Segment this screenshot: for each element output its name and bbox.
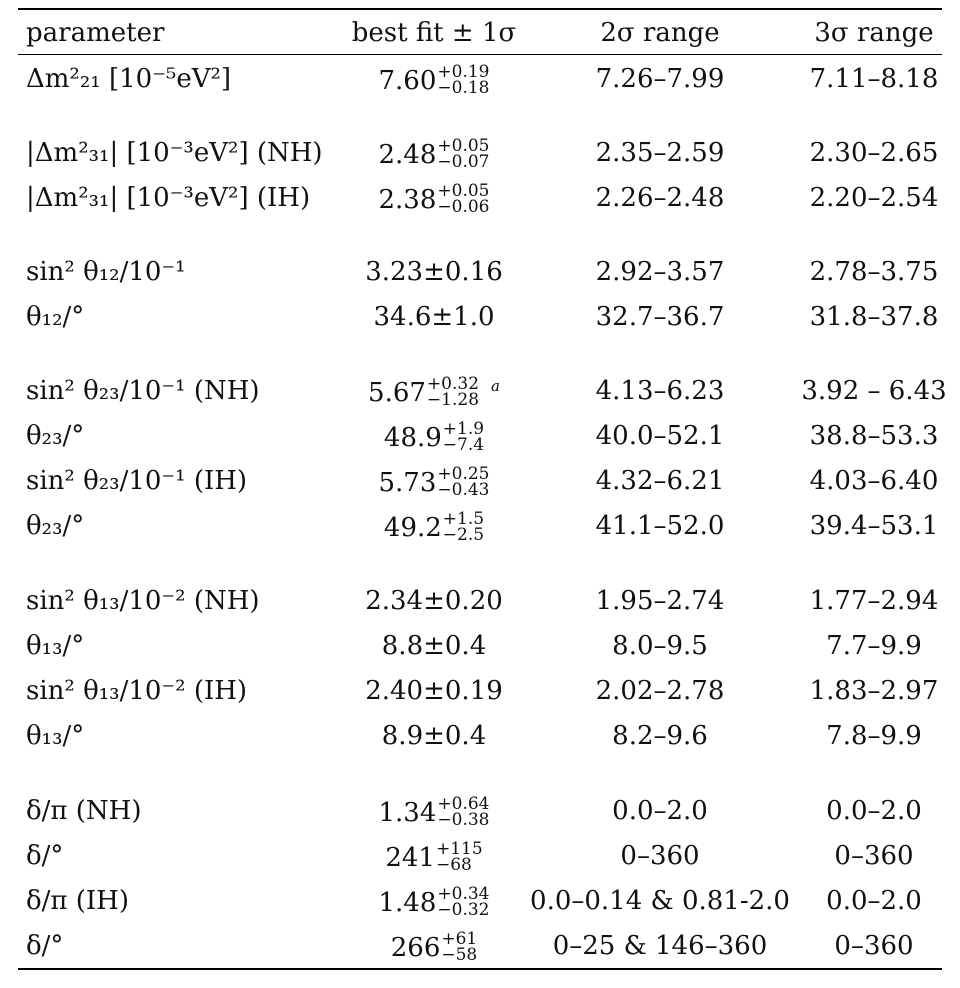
row-best-fit (378, 464, 490, 500)
row-3sigma-range: 2.78–3.75 (809, 257, 939, 287)
footnote-marker: a (491, 377, 500, 396)
row-3sigma-range: 0.0–2.0 (826, 886, 922, 916)
row-best-fit: 8.9±0.4 (381, 721, 487, 751)
error-minus: −68 (435, 855, 472, 875)
row-3sigma-range: 7.11–8.18 (809, 64, 939, 94)
row-2sigma-range: 8.2–9.6 (612, 721, 708, 751)
row-parameter: Δm²₂₁ [10⁻⁵eV²] (26, 64, 232, 94)
row-parameter: θ₁₂/° (26, 302, 85, 332)
row-parameter: δ/π (NH) (26, 796, 142, 826)
header-parameter: parameter (26, 18, 165, 48)
row-parameter: sin² θ₁₃/10⁻² (NH) (26, 586, 260, 616)
error-minus: −1.28 (426, 390, 480, 410)
row-2sigma-range: 2.35–2.59 (595, 138, 725, 168)
row-best-fit: 8.8±0.4 (381, 631, 487, 661)
row-3sigma-range: 0–360 (834, 841, 914, 871)
error-minus: −7.4 (442, 435, 485, 455)
best-fit-central: 2.48 (378, 140, 437, 170)
asymmetric-error (441, 931, 477, 963)
row-parameter: θ₁₃/° (26, 721, 85, 751)
row-parameter: |Δm²₃₁| [10⁻³eV²] (NH) (26, 138, 323, 168)
error-plus: +0.05 (437, 136, 490, 156)
table-top-rule (18, 8, 942, 10)
row-3sigma-range: 1.77–2.94 (809, 586, 939, 616)
best-fit-central: 1.34 (378, 798, 437, 828)
best-fit-central: 1.48 (378, 888, 437, 918)
row-3sigma-range: 0.0–2.0 (826, 796, 922, 826)
row-parameter: |Δm²₃₁| [10⁻³eV²] (IH) (26, 183, 311, 213)
row-2sigma-range: 4.32–6.21 (595, 466, 725, 496)
header-3sigma: 3σ range (814, 18, 934, 48)
header-best-fit: best fit ± 1σ (351, 18, 517, 48)
table-header-rule (18, 54, 942, 55)
row-2sigma-range: 4.13–6.23 (595, 376, 725, 406)
error-plus: +1.9 (442, 419, 485, 439)
row-3sigma-range: 0–360 (834, 931, 914, 961)
row-3sigma-range: 38.8–53.3 (809, 421, 939, 451)
row-2sigma-range: 0–360 (620, 841, 700, 871)
row-3sigma-range: 39.4–53.1 (809, 511, 939, 541)
asymmetric-error (437, 138, 489, 170)
error-plus: +0.05 (437, 181, 490, 201)
row-3sigma-range: 31.8–37.8 (809, 302, 939, 332)
error-plus: +61 (441, 929, 478, 949)
error-minus: −0.18 (437, 78, 490, 98)
row-3sigma-range: 2.30–2.65 (809, 138, 939, 168)
row-parameter: sin² θ₂₃/10⁻¹ (NH) (26, 376, 260, 406)
row-2sigma-range: 2.02–2.78 (595, 676, 725, 706)
error-plus: +1.5 (442, 509, 485, 529)
row-parameter: θ₂₃/° (26, 511, 85, 541)
error-minus: −0.32 (437, 900, 490, 920)
row-best-fit: 3.23±0.16 (365, 257, 503, 287)
error-minus: −58 (441, 945, 478, 965)
error-plus: +0.19 (437, 62, 490, 82)
row-3sigma-range: 7.7–9.9 (826, 631, 922, 661)
error-plus: +115 (435, 839, 483, 859)
asymmetric-error (437, 64, 489, 96)
asymmetric-error (436, 841, 483, 873)
error-minus: −0.06 (437, 197, 490, 217)
row-best-fit (378, 181, 490, 217)
row-best-fit: 34.6±1.0 (373, 302, 495, 332)
row-best-fit (378, 136, 490, 172)
row-2sigma-range: 1.95–2.74 (595, 586, 725, 616)
error-plus: +0.25 (437, 464, 490, 484)
best-fit-central: 5.73 (378, 468, 437, 498)
asymmetric-error (443, 511, 484, 543)
row-parameter: δ/° (26, 931, 64, 961)
error-plus: +0.34 (437, 884, 490, 904)
asymmetric-error (437, 796, 489, 828)
row-2sigma-range: 0.0–2.0 (612, 796, 708, 826)
row-parameter: sin² θ₂₃/10⁻¹ (IH) (26, 466, 248, 496)
row-parameter: θ₂₃/° (26, 421, 85, 451)
best-fit-central: 5.67 (368, 378, 426, 408)
row-3sigma-range: 2.20–2.54 (809, 183, 939, 213)
asymmetric-error (427, 376, 479, 408)
table-bottom-rule (18, 968, 942, 970)
row-2sigma-range: 2.92–3.57 (595, 257, 725, 287)
row-3sigma-range: 7.8–9.9 (826, 721, 922, 751)
row-parameter: sin² θ₁₃/10⁻² (IH) (26, 676, 248, 706)
row-2sigma-range: 2.26–2.48 (595, 183, 725, 213)
row-2sigma-range: 8.0–9.5 (612, 631, 708, 661)
row-best-fit (378, 794, 490, 830)
row-parameter: θ₁₃/° (26, 631, 85, 661)
row-best-fit: 2.40±0.19 (365, 676, 503, 706)
row-best-fit (368, 374, 500, 410)
row-2sigma-range: 7.26–7.99 (595, 64, 725, 94)
error-minus: −0.43 (437, 480, 490, 500)
row-2sigma-range: 0–25 & 146–360 (552, 931, 768, 961)
row-parameter: δ/° (26, 841, 64, 871)
row-best-fit: 2.34±0.20 (365, 586, 503, 616)
best-fit-central: 241 (385, 843, 435, 873)
asymmetric-error (437, 886, 489, 918)
best-fit-central: 266 (390, 933, 441, 963)
row-2sigma-range: 40.0–52.1 (595, 421, 725, 451)
row-parameter: sin² θ₁₂/10⁻¹ (26, 257, 186, 287)
row-parameter: δ/π (IH) (26, 886, 129, 916)
row-2sigma-range: 0.0–0.14 & 0.81-2.0 (530, 886, 790, 916)
asymmetric-error (437, 183, 489, 215)
row-3sigma-range: 1.83–2.97 (809, 676, 939, 706)
error-minus: −0.38 (437, 810, 490, 830)
header-2sigma: 2σ range (600, 18, 720, 48)
row-best-fit (385, 839, 483, 875)
row-2sigma-range: 32.7–36.7 (595, 302, 725, 332)
asymmetric-error (443, 421, 484, 453)
row-3sigma-range: 3.92 – 6.43 (801, 376, 947, 406)
row-best-fit (390, 929, 478, 965)
error-plus: +0.32 (426, 374, 480, 394)
row-best-fit (378, 884, 490, 920)
error-minus: −0.07 (437, 152, 490, 172)
best-fit-central: 48.9 (383, 423, 442, 453)
row-best-fit (383, 419, 485, 455)
row-best-fit (383, 509, 485, 545)
row-3sigma-range: 4.03–6.40 (809, 466, 939, 496)
best-fit-central: 2.38 (378, 185, 437, 215)
error-plus: +0.64 (437, 794, 490, 814)
best-fit-central: 49.2 (383, 513, 442, 543)
row-best-fit (378, 62, 490, 98)
asymmetric-error (437, 466, 489, 498)
best-fit-central: 7.60 (378, 66, 437, 96)
error-minus: −2.5 (442, 525, 485, 545)
row-2sigma-range: 41.1–52.0 (595, 511, 725, 541)
